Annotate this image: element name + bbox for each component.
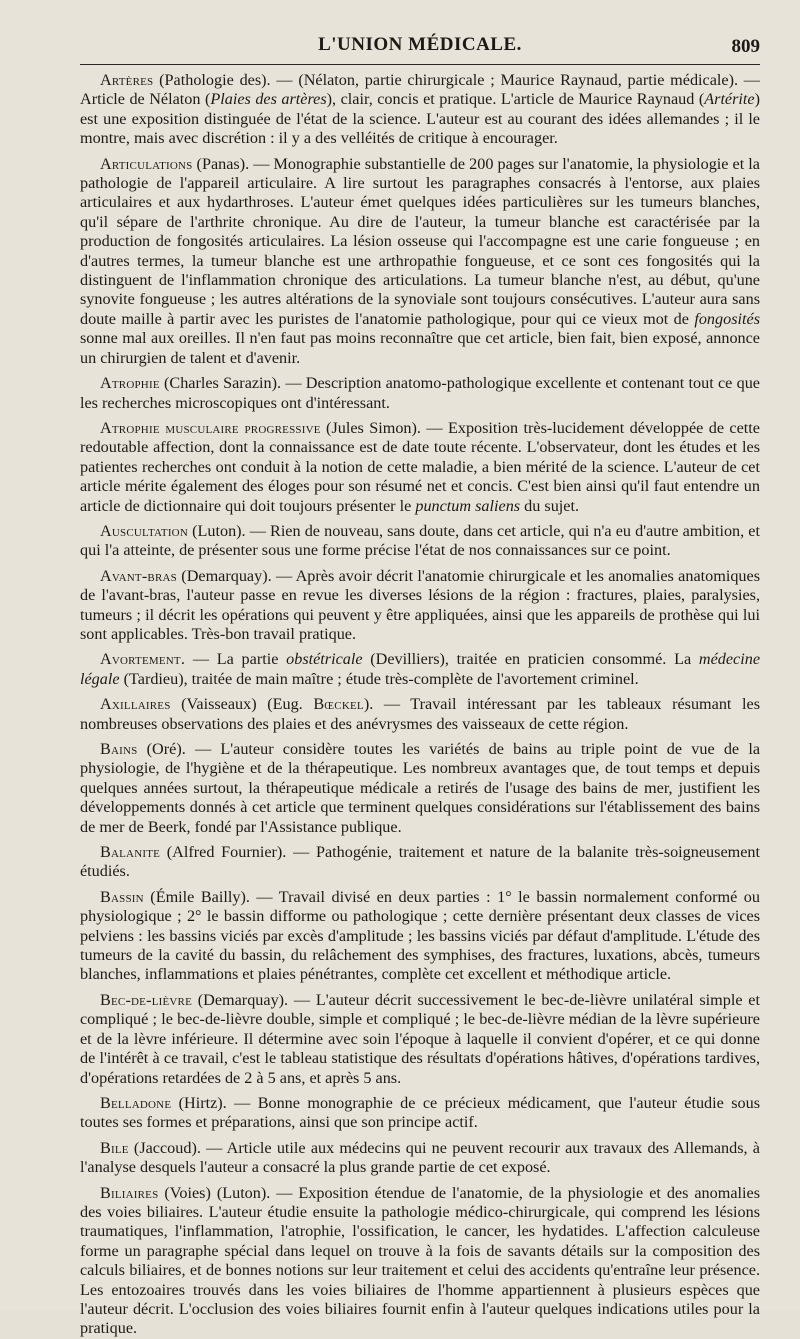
entry-text: (Vaisseaux) (Eug.: [170, 695, 314, 714]
entry-text: (Hirtz). — Bonne monographie de ce précieux médicament, que l'auteur étudie sous toutes ses formes et préparations, ainsi que son principe actif.: [80, 1093, 760, 1132]
entry-italic-text: obstétricale: [286, 650, 363, 669]
entry-text: du sujet.: [520, 496, 580, 515]
dictionary-entry: [80, 374, 760, 413]
entry-text: ). — Travail intéressant par les tableaux résumant les nombreuses observations des plaies et des anévrysmes des vaisseaux de cette région.: [80, 695, 760, 733]
entry-text: (Demarquay). — L'auteur décrit successivement le bec-de-lièvre unilatéral simple et compliqué ; le bec-de-lièvre double, simple et compliqué ; le bec-de-lièvre médian de la lèvre supérieure et de la lèvre inférieure. Il détermine avec soin l'époque à laquelle il convient d'opérer, et ce qui donne de l'intérêt à ce travail, c'est le tableau statistique des résultats d'opérations hâtives, d'opérations tardives, d'opérations retardées de 2 à 5 ans, et après 5 ans.: [80, 990, 760, 1087]
running-title: L'UNION MÉDICALE.: [318, 34, 522, 55]
dictionary-entry: [80, 650, 760, 689]
entry-italic-text: Artérite: [704, 90, 755, 109]
page-number: 809: [731, 36, 760, 57]
entry-text: Bœckel: [313, 695, 364, 714]
entry-italic-text: fongosités: [694, 309, 760, 328]
entry-text: (Jaccoud). — Article utile aux médecins qui ne peuvent recourir aux travaux des Allemands, à l'analyse desquels l'auteur a consacré la plus grande partie de cet exposé.: [80, 1138, 760, 1177]
dictionary-entry: [80, 695, 760, 734]
entry-text: (Pathologie des). — (Nélaton, partie chirurgicale ; Maurice Raynaud, partie médicale). — Article de Nélaton (: [80, 71, 760, 109]
entry-headword: Balanite: [100, 843, 161, 862]
entry-italic-text: médecine légale: [80, 650, 761, 688]
entry-text: (Demarquay). — Après avoir décrit l'anatomie chirurgicale et les anomalies anatomiques de l'avant-bras, l'auteur passe en revue les diverses lésions de la région : fractures, plaies, paralysies, tumeurs ; il décrit les opérations qui peuvent y être appliquées, ainsi que les appareils de prothèse qui lui sont applicables. Très-bon travail pratique.: [80, 566, 760, 643]
dictionary-entry: [80, 843, 760, 882]
entry-headword: Biliaires: [100, 1183, 159, 1202]
entry-headword: Axillaires: [100, 695, 171, 714]
entry-italic-text: Plaies des artères: [210, 90, 327, 109]
entry-headword: Avant-bras: [100, 566, 177, 585]
entries-list: [80, 71, 760, 1339]
entry-headword: Articulations: [100, 154, 193, 173]
dictionary-entry: [80, 71, 760, 149]
entry-headword: Belladone: [100, 1093, 172, 1112]
entry-text: (Devilliers), traitée en praticien consommé. La: [362, 650, 699, 669]
dictionary-entry: [80, 1184, 760, 1339]
dictionary-entry: [80, 740, 760, 837]
entry-headword: Bec-de-lièvre: [100, 990, 192, 1009]
entry-headword: Bassin: [100, 887, 144, 906]
entry-text: (Oré). — L'auteur considère toutes les variétés de bains au triple point de vue de la physiologie, de l'hygiène et de la thérapeutique. Les nombreux avantages que, de tout temps et depuis quelques années surtout, la thérapeutique médicale a retirés de l'usage des bains de mer, justifient les développements donnés à cet article que terminent quelques considérations sur l'établissement des bains de mer de Beerk, fondé par l'Assistance publique.: [80, 740, 760, 836]
entry-text: (Émile Bailly). — Travail divisé en deux parties : 1° le bassin normalement conformé ou physiologique ; 2° le bassin difforme ou pathologique ; cette dernière présentant deux classes de vices pelviens : les bassins viciés par excès d'amplitude ; les bassins viciés par défaut d'amplitude. L'étude des tumeurs de la cavité du bassin, du relâchement des symphises, des fractures, luxations, abcès, tumeurs blanches, inflammations et plaies pénétrantes, complète cet excellent et méthodique article.: [80, 887, 760, 984]
entry-headword: Atrophie: [100, 374, 160, 393]
entry-headword: Atrophie musculaire progressive: [100, 418, 321, 437]
dictionary-entry: [80, 419, 760, 516]
dictionary-entry: [80, 567, 760, 645]
dictionary-entry: [80, 522, 760, 561]
entry-italic-text: punctum saliens: [415, 496, 521, 515]
entry-text: (Voies) (Luton). — Exposition étendue de l'anatomie, de la physiologie et des anomalies des voies biliaires. L'auteur étudie ensuite la pathologie médico-chirurgicale, qui comprend les lésions traumatiques, l'inflammation, l'atrophie, l'ossification, le cancer, les hydatides. L'affection calculeuse forme un paragraphe spécial dans lequel on trouve à la fois de savants détails sur la composition des calculs biliaires, et de bonnes notions sur leur traitement et celui des accidents qu'entraîne leur présence. Les entozoaires trouvés dans les voies biliaires de l'homme appartiennent à plusieurs espèces que l'auteur décrit. L'occlusion des voies biliaires fournit enfin à l'auteur quelques indications utiles pour la pratique.: [80, 1183, 760, 1338]
dictionary-entry: [80, 991, 760, 1088]
page-header: [80, 30, 760, 65]
entry-text: (Panas). — Monographie substantielle de 200 pages sur l'anatomie, la physiologie et la pathologie de l'appareil articulaire. A lire surtout les paragraphes consacrés à l'entorse, aux plaies articulaires et aux hydarthroses. L'auteur émet quelques idées particulières sur les tumeurs blanches, qu'il sépare de l'arthrite chronique. Au dire de l'auteur, la tumeur blanche est caractérisée par la production de fongosités articulaires. La lésion osseuse qui l'accompagne est une carie fongueuse ; en d'autres termes, la tumeur blanche est une arthropathie fongueuse, et ce sont ces fongosités qui la distinguent de l'inflammation chronique des articulations. La tumeur blanche n'est, au début, qu'une synovite fongueuse ; les autres altérations de la synoviale sont toujours consécutives. L'auteur aura sans doute maille à partir avec les puristes de l'anatomie pathologique, pour qui ce vieux mot de: [80, 154, 760, 328]
entry-headword: Bains: [100, 740, 138, 758]
entry-headword: Auscultation: [100, 521, 188, 540]
dictionary-entry: [80, 1139, 760, 1178]
entry-text: — La partie: [185, 650, 287, 669]
entry-text: (Luton). — Rien de nouveau, sans doute, dans cet article, qui n'a eu d'autre ambition, et qui l'a atteinte, de présenter sous une forme précise l'état de nos connaissances sur ce point.: [80, 521, 760, 560]
entry-text: (Jules Simon). — Exposition très-lucidement développée de cette redoutable affection, dont la connaissance est de date toute récente. L'observateur, dont les études et les patientes recherches ont conduit à la notion de cette maladie, a bien mérité de la science. L'auteur de cet article mérite également des éloges pour son résumé net et concis. C'est bien ainsi qu'il faut entendre un article de dictionnaire qui doit toujours présenter le: [80, 418, 760, 515]
entry-text: ), clair, concis et pratique. L'article de Maurice Raynaud (: [326, 90, 705, 109]
dictionary-entry: [80, 1094, 760, 1133]
entry-headword: Avortement.: [100, 650, 186, 669]
dictionary-entry: [80, 888, 760, 985]
entry-headword: Bile: [100, 1138, 129, 1157]
entry-text: (Alfred Fournier). — Pathogénie, traitement et nature de la balanite très-soigneusement étudiés.: [80, 843, 760, 881]
entry-headword: Artères: [100, 71, 154, 89]
entry-text: (Charles Sarazin). — Description anatomo-pathologique excellente et contenant tout ce que les recherches microscopiques ont d'intéressant.: [80, 374, 760, 412]
entry-text: ) est une exposition distinguée de l'état de la science. L'auteur est au courant des idées allemandes ; il le montre, mais avec discrétion : il y a des velléités de critique à encourager.: [80, 90, 760, 148]
entry-text: (Tardieu), traitée de main maître ; étude très-complète de l'avortement criminel.: [119, 669, 639, 688]
dictionary-entry: [80, 155, 760, 368]
entry-text: sonne mal aux oreilles. Il n'en faut pas moins reconnaître que cet article, bien fait, bien exposé, annonce un chirurgien de talent et d'avenir.: [80, 329, 760, 367]
